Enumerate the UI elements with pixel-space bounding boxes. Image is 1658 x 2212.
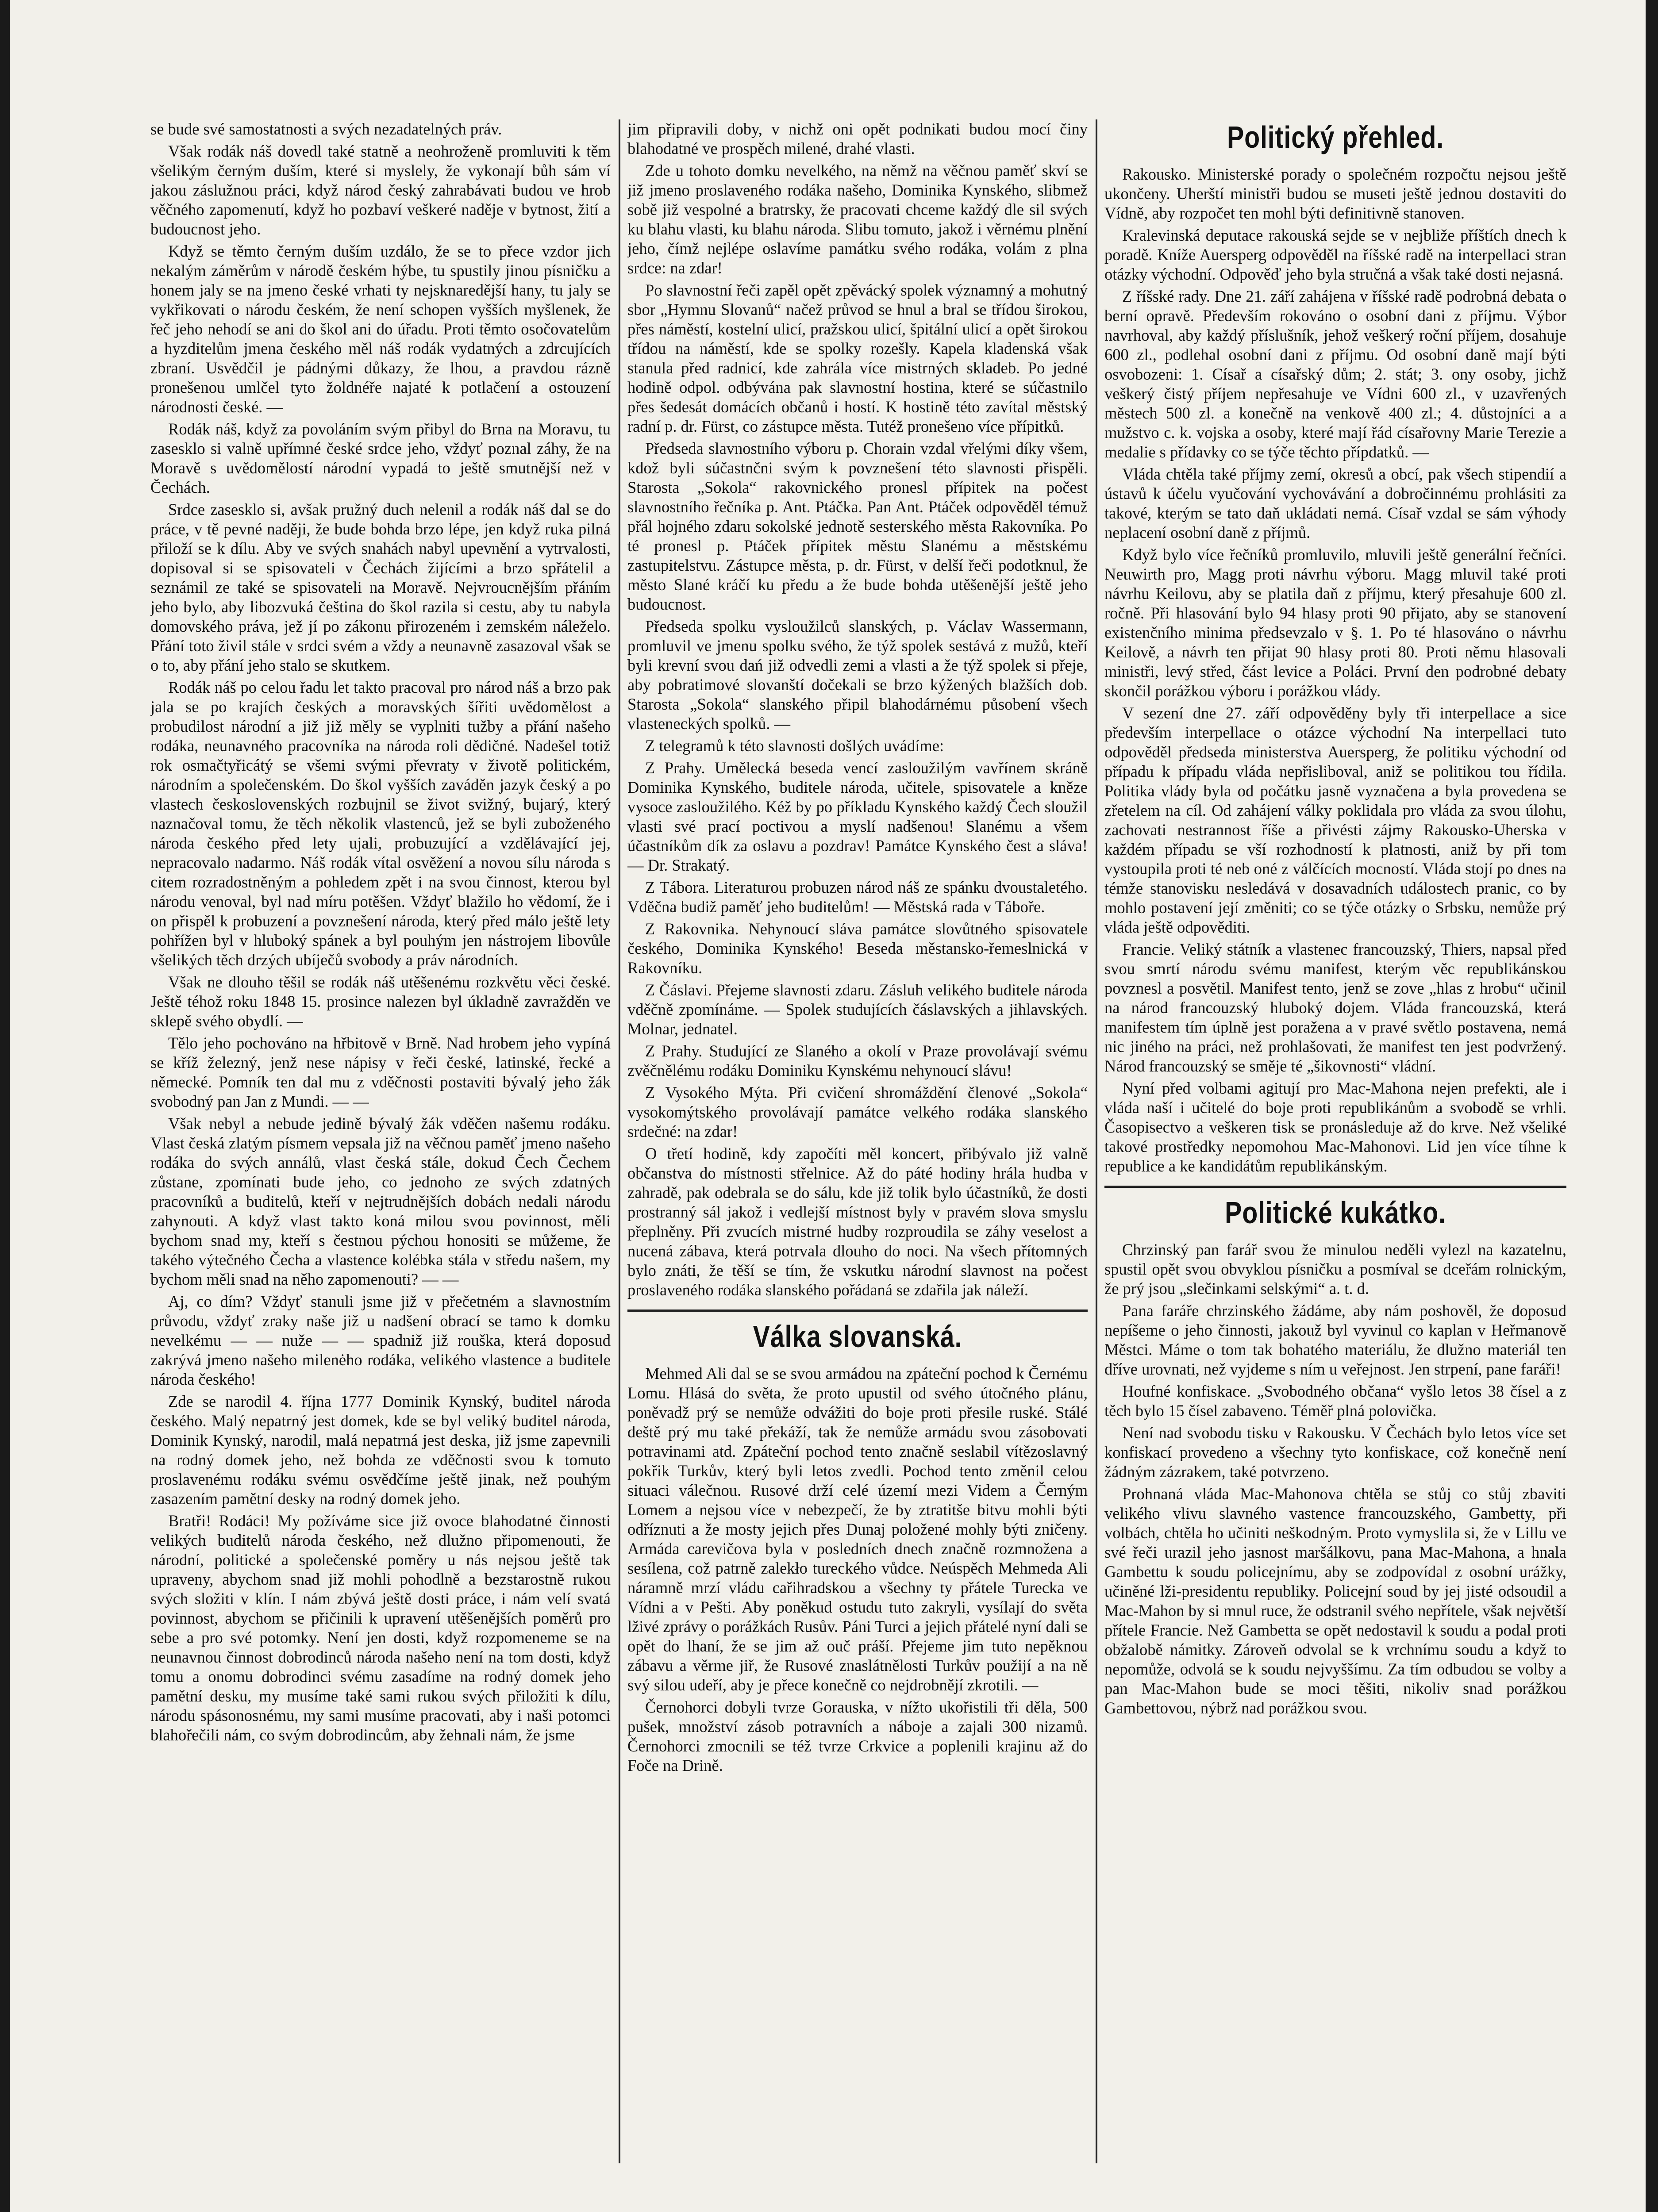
- column-1: [150, 119, 611, 2177]
- paragraph: Chrzinský pan farář svou že minulou neděli vylezl na kazatelnu, spustil opět svou obvyklou písničku a posmíval se dceřám rolnickým, že prý jsou „slečinkami selskými“ a. t. d.: [1104, 1240, 1566, 1298]
- paragraph: Srdce zasesklo si, avšak pružný duch nelenil a rodák náš dal se do práce, v tě pevné naději, že bude bohda brzo lépe, jen když ruka pilná přiloží se k dílu. Aby ve svých snahách nabyl upevnění a vytrvalosti, dopisoval si se spisovateli v Čechách žijícími a brzo spřátelil a seznámil ze také se spisovateli na Moravě. Nejvroucnějším přáním jeho bylo, aby libozvuká čeština do škol razila si cestu, aby tu nabyla domovského práva, jež jí po zákonu přirozeném i zemském náleželo. Přání toto živil stále v srdci svém a vždy a neunavně zasazoval však se o to, aby přání jeho stalo se skutkem.: [150, 500, 611, 674]
- paragraph: Tělo jeho pochováno na hřbitově v Brně. Nad hrobem jeho vypíná se kříž železný, jenž nese nápisy v řeči české, latinské, řecké a německé. Pomník ten dal mu z vděčnosti postaviti bývalý jeho žák svobodný pan Jan z Mundi. — —: [150, 1034, 611, 1110]
- section-divider: [627, 1310, 1088, 1312]
- paragraph: Prohnaná vláda Mac-Mahonova chtěla se stůj co stůj zbaviti velikého vlivu slavného vastence francouzského, Gambetty, při volbách, chtěla ho učiniti neškodným. Proto vymyslila si, že v Lillu ve své řeči urazil jeho jasnost maršálkovu, pana Mac-Mahona, a hnala Gambettu k soudu policejnímu, aby se zodpovídal z osobní urážky, učiněné lži-presidentu republiky. Policejní soud by jej jisté odsoudil a Mac-Mahon by si mnul ruce, že odstranil svého nepřítele, však největší přítele Francie. Než Gambetta se opět nedostavil k soudu a podal proti obžalobě námitky. Zároveň odvolal se k vrchnímu soudu a když to nepomůže, odvolá se k soudu nejvyššímu. Za tím odbudou se volby a pan Mac-Mahon bude se moci těšiti, nikoliv snad porážkou Gambettovou, nýbrž nad porážkou svou.: [1104, 1485, 1566, 1717]
- paragraph: Zde u tohoto domku nevelkého, na němž na věčnou paměť skví se již jmeno proslaveného rodáka našeho, Dominika Kynského, slibmež sobě již vespolné a bratrsky, že pracovati chceme každý dle sil svých ku blahu vlasti, ku blahu národa. Slibu tomuto, jakož i věrnému plnění jeho, čímž nejlépe oslavíme památku svého rodáka, volám z plna srdce: na zdar!: [627, 161, 1088, 277]
- paragraph: Však nebyl a nebude jedině bývalý žák vděčen našemu rodáku. Vlast česká zlatým písmem vepsala již na věčnou paměť jmeno našeho rodáka do svých annálů, vlast česká stále, dokud Čech Čechem zůstane, zpomínati bude jeho, co jednoho ze svých zdatných pracovníků a buditelů, kteří v nejtrudnějších dobách nedali národu zahynouti. A když vlast takto koná milou svou povinnost, měli bychom snad my, kteří s čestnou pýchou honositi se můžeme, že takého výtečného Čecha a vlastence kolébka stála v středu našem, my bychom měli snad na něho zapomenouti? — —: [150, 1114, 611, 1288]
- paragraph: Když bylo více řečníků promluvilo, mluvili ještě generální řečníci. Neuwirth pro, Magg proti návrhu výboru. Magg mluvil také proti návrhu Keilovu, aby se platila daň z příjmu, který přesahuje 600 zl. ročně. Při hlasování bylo 94 hlasy proti 90 přijato, aby se stanovení existenčního minima předsevzalo v §. 1. Po té hlasováno o návrhu Keilově, a návrh ten přijat 90 hlasy proti 80. Proti němu hlasovali ministři, levý střed, část levice a Poláci. První den podrobné debaty skončil porážkou výboru i porážkou vlády.: [1104, 545, 1566, 700]
- newspaper-page: [150, 119, 1566, 2181]
- telegram-paragraph: Z Čáslavi. Přejeme slavnosti zdaru. Zásluh velikého buditele národa vděčně zpomínáme. — Spolek studujících čáslavských a jihlavských. Molnar, jednatel.: [627, 981, 1088, 1038]
- paragraph: Kralevinská deputace rakouská sejde se v nejbliže příštích dnech k poradě. Kníže Auersperg odpověděl na říšské radě na interpellaci stran otázky východní. Odpověď jeho byla stručná a však také dosti nejasná.: [1104, 226, 1566, 283]
- paragraph: Není nad svobodu tisku v Rakousku. V Čechách bylo letos více set konfiskací provedeno a všechny tyto konfiskace, což konečně není žádným zázrakem, také potvrzeno.: [1104, 1424, 1566, 1481]
- paragraph: O třetí hodině, kdy započíti měl koncert, přibývalo již valně občanstva do místnosti střelnice. Až do páté hodiny hrála hudba v zahradě, pak odebrala se do sálu, kde již tolik bylo účastníků, že dosti prostranný sál jakož i vedlejší místnost byly v pravém slova smyslu přeplněny. Při zvucích mistrné hudby rozproudila se záhy veselost a nucená zábava, která potrvala dlouho do noci. Na všech přítomných bylo znáti, že těší se tím, že vskutku národní slavnost na počest proslaveného rodáka slanského pořádaná se zdařila jak náleží.: [627, 1144, 1088, 1299]
- paragraph: Však ne dlouho těšil se rodák náš utěšenému rozkvětu věci české. Ještě téhož roku 1848 15. prosince nalezen byl úkladně zavražděn ve sklepě svého obydlí. —: [150, 973, 611, 1030]
- paragraph: Aj, co dím? Vždyť stanuli jsme již v přečetném a slavnostním průvodu, vždyť zraky naše již u nadšení obrací se tamo k domku nevelkému — — nuže — — spadniž již rouška, která doposud zakrývá jmeno našeho milenėho rodáka, velikého vlastence a buditele národa českého!: [150, 1292, 611, 1388]
- paragraph: Předseda slavnostního výboru p. Chorain vzdal vřelými díky všem, kdož byli súčastnčni svým k povznešení této slavnosti přispěli. Starosta „Sokola“ rakovnického pronesl přípitek na počest slavnostního řečníka p. Ant. Ptáčka. Pan Ant. Ptáček odpověděl témuž přál hojného zdaru sokolské jednotě sesterského města Rakovníka. Po té pronesl p. Ptáček přípitek městu Slanému a městskému zastupitelstvu. Zástupce města, p. dr. Fürst, v delší řeči podotknul, že město Slané kráčí ku předu a že bude bohda utěšenější ještě jeho budoucnost.: [627, 439, 1088, 613]
- paragraph: Francie. Veliký státník a vlastenec francouzský, Thiers, napsal před svou smrtí národu svému manifest, kterým věc republikánskou povznesl a posvětil. Manifest tento, jenž se zove „hlas z hrobu“ učinil na národ francouzský hluboký dojem. Vláda francouzská, která manifestem tím úplně jest poražena a v pravé světlo postavena, nemá nic jiného na práci, než prohlašovati, že manifest ten jest podvržený. Národ francouzský se směje té „šikovnosti“ vládní.: [1104, 940, 1566, 1075]
- scan-right-edge: [1646, 0, 1658, 2212]
- paragraph: Z telegramů k této slavnosti došlých uvádíme:: [645, 737, 944, 755]
- paragraph: se bude své samostatnosti a svých nezadatelných práv.: [150, 120, 502, 138]
- paragraph: Vláda chtěla také příjmy zemí, okresů a obcí, pak všech stipendií a ústavů k účelu vyučování vychovávání a dobročinnému prohlásiti za takové, kterým se tato daň ukládati nemá. Císař vzdal se sám výhody neplacení osobní daně z příjmů.: [1104, 465, 1566, 541]
- paragraph: Černohorci dobyli tvrze Gorauska, v nížto ukořistili tři děla, 500 pušek, množství zásob potravních a náboje a zajali 300 nizamů. Černohorci zmocnili se též tvrze Crkvice a poplenili krajinu až do Foče na Drině.: [627, 1698, 1088, 1774]
- paragraph: jim připravili doby, v nichž oni opět podnikati budou mocí činy blahodatné ve prospěch milené, drahé vlasti.: [627, 120, 1088, 157]
- telegram-paragraph: Z Tábora. Literaturou probuzen národ náš ze spánku dvoustaletého. Vděčna budiž paměť jeho buditelům! — Městská rada v Táboře.: [627, 878, 1088, 916]
- paragraph: Bratři! Rodáci! My požíváme sice již ovoce blahodatné činnosti velikých buditelů národa českého, než dlužno připomenouti, že národní, politické a společenské poměry u nás nejsou ještě tak upraveny, abychom snad již mohli pohodlně a bezstarostně rukou svých složiti v klín. I nám zbývá ještě dosti práce, i nám velí svatá povinnost, abychom se přičinili k upravení utěšenějších poměrů pro sebe a pro své potomky. Není jen dosti, když rozpomeneme se na neunavnou činnost dobrodinců národa našeho není na tom dosti, když tomu a onomu dobrodinci svému zasadíme na rodný domek jeho pamětní desku, my musíme také sami rukou svých přiložiti k dílu, národu spásonosnému, my sami musíme pracovati, aby i naši potomci blahořečili nám, co svým dobrodincům, aby žehnali nám, že jsme: [150, 1512, 611, 1744]
- paragraph: Nyní před volbami agitují pro Mac-Mahona nejen prefekti, ale i vláda naší i učitelé do boje proti republikánům a svobodě se vrhli. Časopisectvo a veškeren tisk se pronásleduje až do krve. Než všeliké takové prostředky nepomohou Mac-Mahonovi. Lid jen více tíhne k republice a ke kandidátům republikánským.: [1104, 1079, 1566, 1175]
- column-rule: [619, 119, 620, 2163]
- telegram-paragraph: Z Rakovnika. Nehynoucí sláva památce slovůtného spisovatele českého, Dominika Kynského! Beseda městansko-řemeslnická v Rakovníku.: [627, 920, 1088, 977]
- paragraph: Mehmed Ali dal se se svou armádou na zpáteční pochod k Černému Lomu. Hlásá do světa, že proto upustil od svého útočného plánu, poněvadž prý se nemůže odvážiti do boje proti přesile ruské. Stálé deště prý mu také překáží, tak že nemůže armádu svou zásobovati potravinami atd. Zpáteční pochod tento značně seslabil vítězoslavný pokřik Turkův, který byli letos zvedli. Pochod tento změnil celou situaci válečnou. Rusové drží celé území mezi Videm a Černým Lomem a nejsou více v nebezpečí, že by ztratitše bitvu mohli býti odříznuti a že mosty jejich přes Dunaj položené mohly býti zničeny. Armáda carevičova byla v posledních dnech značně rozmnožena a sesílena, což patrně zalekło tureckého vůdce. Neúspěch Mehmeda Ali náramně mrzí vládu cařihradskou a všechny ty přátele Turecka ve Vídni a v Pešti. Aby poněkud ostudu tuto zakryli, vysílají do světa lživé zprávy o porážkách Rusův. Páni Turci a jejich přátelé nyní dali se opět do lhaní, že se jim až ouč práší. Přejeme jim tuto nepěknou zábavu a věrme jiř, že Rusové znaslátnělosti Turkův použijí a na ně svý silou udeří, aby je přece konečně co nejdrobnějí zkrotili. —: [627, 1364, 1088, 1694]
- scan-left-edge: [0, 0, 10, 2212]
- paragraph: Po slavnostní řeči zapěl opět zpěvácký spolek významný a mohutný sbor „Hymnu Slovanů“ načež průvod se hnul a bral se třídou širokou, přes náměstí, kostelní ulicí, pražskou ulicí, špitální ulicí a opět širokou třídou na náměstí, kde se spolky rozešly. Kapela kladenská však stanula před radnicí, kde zahrála více mistrných skladeb. Po jedné hodině odpol. odbývána pak slavnostní hostina, které se súčastnilo přes šedesát domácích občanů i hostí. K hostině této zavítal městský radní p. dr. Fürst, co zástupce města. Tutéž pronešeno více přípitků.: [627, 281, 1088, 435]
- telegram-paragraph: Z Prahy. Umělecká beseda vencí zasloužilým vavřínem skráně Dominika Kynského, buditele národa, učitele, spisovatele a kněze vysoce zasloužilého. Kéž by po příkladu Kynského každý Čech sloužil vlasti své prací poctivou a myslí nadšenou! Slanému a všem účastníkům dík za oslavu a pozdrav! Památce Kynského čest a sláva! — Dr. Strakatý.: [627, 759, 1088, 874]
- paragraph: Předseda spolku vysloužilců slanských, p. Václav Wassermann, promluvil ve jmenu spolku svého, že týž spolek sestává z mužů, kteří byli krevní svou dań již odvedli zemi a vlasti a že týž spolek si přeje, aby pobratimové slovanští dočekali se brzo kýžených blažších dob. Starosta „Sokola“ slanského připil blahodárnému působení všech vlasteneckých spolků. —: [627, 617, 1088, 733]
- section-heading-politicke-kukatko: Politické kukátko.: [1225, 1195, 1446, 1230]
- paragraph: Rakousko. Ministerské porady o společném rozpočtu nejsou ještě ukončeny. Uherští ministři budou se museti ještě jednou dostaviti do Vídně, aby rozpočet ten mohl býti definitivně stanoven.: [1104, 165, 1566, 222]
- paragraph: V sezení dne 27. září odpověděny byly tři interpellace a sice především interpellace o otázce východní Na interpellaci tuto odpověděl předseda ministerstva Auersperg, že politiku východní od případu k případu vláda nepřisliboval, aniž se politikou tou řídila. Politika vlády byla od počátku jasně vyznačena a byla provedena se zřetelem na cíl. Od zahájení války poklidala pro vláda za svou úlohu, zachovati nestrannost říše a přivésti zájmy Rakousko-Uherska v každém případu se vší rozhodností k platnosti, aniž by při tom vystoupila proti té neb oné z válčících mocností. Vláda stojí po dnes na témže stanovisku nesledává v dosavadních událostech pranic, co by mohlo postavení její změniti; co se týče otázky o Srbsku, nemůže prý vláda ještě odpověditi.: [1104, 704, 1566, 936]
- paragraph: Z říšské rady. Dne 21. září zahájena v říšské radě podrobná debata o berní opravě. Především rokováno o osobní dani z příjmu. Výbor navrhoval, aby každý příslušník, jehož veškerý roční příjem, dosahuje 600 zl., podlehal osobní dani z příjmu. Od osobní daně mají býti osvobozeni: 1. Císař a císařský dům; 2. stát; 3. ony osoby, jichž veškerý čistý příjem nepřesahuje ve Vídni 600 zl., v uzavřených městech 500 zl. a konečně na venkově 400 zl.; 4. důstojníci a a mužstvo c. k. vojska a osoby, které mají řád císařovny Marie Terezie a medalie s přídavky co se týče těchto přípdatků. —: [1104, 287, 1566, 461]
- paragraph: Zde se narodil 4. října 1777 Dominik Kynský, buditel národa českého. Malý nepatrný jest domek, kde se byl veliký buditel národa, Dominik Kynský, narodil, malá nepatrná jest deska, již jsme zapevnili na rodný domek jeho, než bohda ze vděčnosti svou k tomuto proslavenému rodáku svému osvědčíme ještě jinak, než pouhým zasazením pamětní desky na rodný domek jeho.: [150, 1392, 611, 1508]
- paragraph: Pana faráře chrzinského žádáme, aby nám poshověl, že doposud nepíšeme o jeho činnosti, jakouž byl vyvinul co kaplan v Heřmanově Městci. Máme o tom tak bohatého materiálu, že dlužno materiál ten dříve urovnati, než vyjdeme s ním u veřejnost. Jen strpení, pane faráři!: [1104, 1302, 1566, 1378]
- section-heading-politicky-prehled: Politický přehled.: [1227, 120, 1444, 154]
- column-3: [1104, 119, 1566, 2177]
- telegram-paragraph: Z Vysokého Mýta. Při cvičení shromáždění členové „Sokola“ vysokomýtského provolávají památce velkého rodáka slanského srdečné: na zdar!: [627, 1083, 1088, 1141]
- column-rule: [1096, 119, 1097, 2163]
- paragraph: Rodák náš, když za povoláním svým přibyl do Brna na Moravu, tu zasesklo si valně upřímné české srdce jeho, vždyť poznal záhy, že na Moravě s uvědomělostí národní vypadá to ještě smutnější než v Čechách.: [150, 420, 611, 496]
- paragraph: Rodák náš po celou řadu let takto pracoval pro národ náš a brzo pak jala se po krajích českých a moravských šířiti uvědomělost a probudilost národní a již již měly se vyplniti tužby a přání našeho rodáka, neunavného pracovníka na národa roli dědičné. Nadešel totiž rok osmačtyřicátý se všemi svými převraty v životě politickém, národním a společenském. Do škol vyšších zaváděn jazyk český a po vlastech československých rozbujnil se život svižný, bujarý, který naznačoval tomu, že těch několik vlastenců, jež se byli zuboženého národa českého před lety ujali, probuzující a vzdělávající jej, nepracovalo nadarmo. Náš rodák vítal osvěžení a novou sílu národa s citem rozradostněným a pohledem zpět i na svou činnost, kterou byl národu venoval, byl nad míru potěšen. Vždyť blažilo ho vědomí, že i on přispěl k probuzení a povznešení národa, který před málo ještě lety pohřížen byl v hluboký spánek a byl pouhým jen nástrojem libovůle všelikých těch drzých ubíječů svobody a práv národních.: [150, 678, 611, 969]
- paragraph: Houfné konfiskace. „Svobodného občana“ vyšlo letos 38 čísel a z těch bylo 15 čísel zabaveno. Téměř plná polovička.: [1104, 1382, 1566, 1420]
- telegram-paragraph: Z Prahy. Studující ze Slaného a okolí v Praze provolávají svému zvěčnělému rodáku Dominiku Kynskému nehynoucí slávu!: [627, 1042, 1088, 1079]
- section-heading-valka-slovanska: Válka slovanská.: [753, 1319, 962, 1354]
- section-divider: [1104, 1186, 1566, 1188]
- paragraph: Však rodák náš dovedl také statně a neohroženě promluviti k těm všelikým černým duším, které si myslely, že vykonají bůh sám ví jakou záslužnou práci, když národ český zahrabávati budou ve hrob věčného zapomenutí, když ho pozbaví veškeré naděje v bytnost, žití a budoucnost jeho.: [150, 142, 611, 238]
- column-2: [627, 119, 1088, 2177]
- paragraph: Když se těmto černým duším uzdálo, že se to přece vzdor jich nekalým záměrům v národě českém hýbe, tu spustily jinou písničku a honem jaly se na jmeno české vrhati ty nejsknaredější hany, tu jaly se vykřikovati o národu českém, že není schopen vyšších myšlenek, že řeč jeho nehodí se ani do škol ani do úřadu. Proti těmto osočovatelům a hyzditelům jmena českého měl náš rodák vydatných a zdrcujících zbraní. Usvědčil je pádnými důkazy, že lhou, a pravdou rázně pronešenou umlčel tyto žoldnéře najaté k potlačení a ostouzení národnosti české. —: [150, 242, 611, 416]
